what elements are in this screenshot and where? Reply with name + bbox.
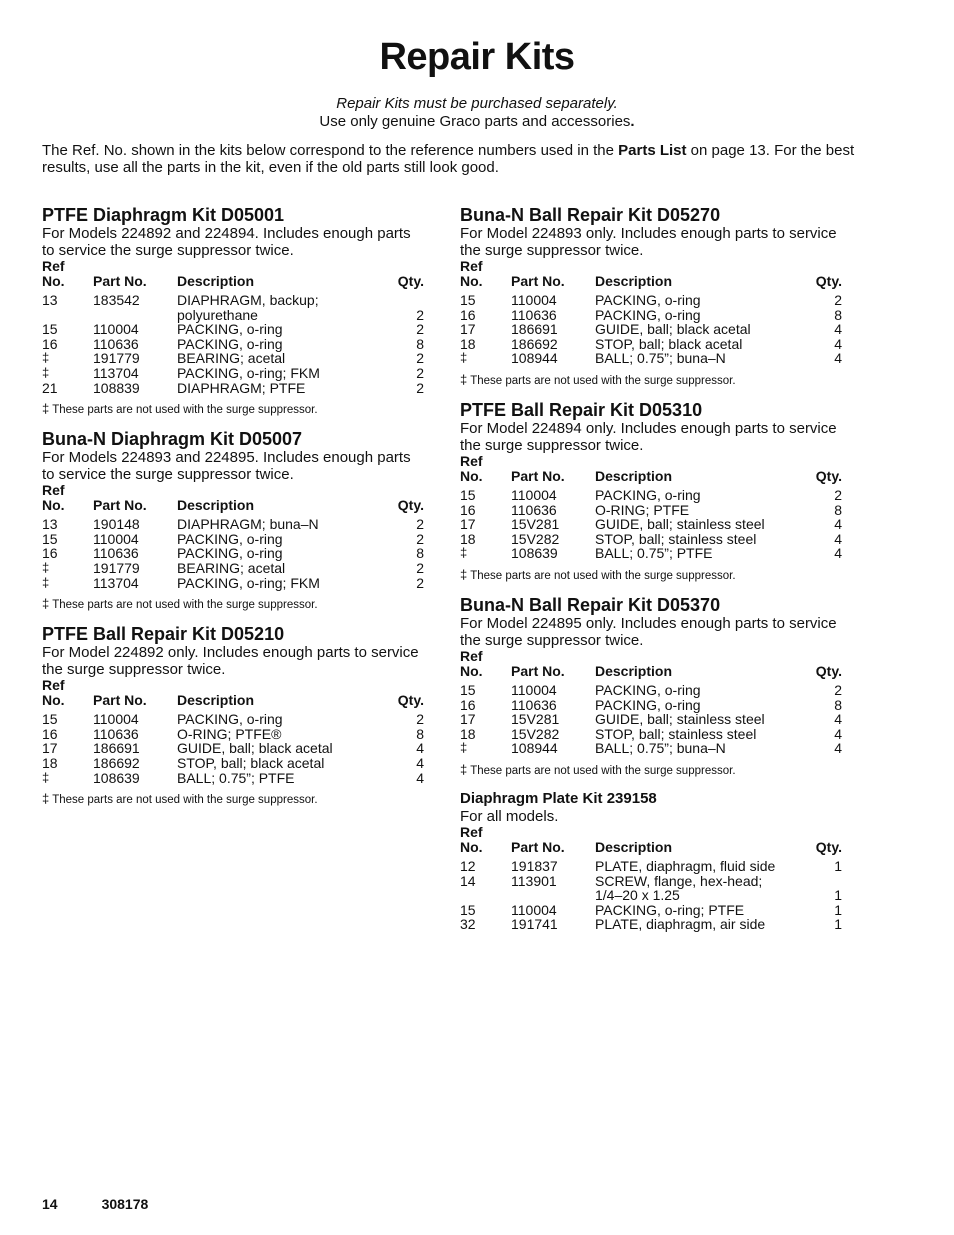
kit-ptfe-ball-d05310 — [460, 400, 844, 583]
part-no-cell: 110004 — [93, 321, 139, 338]
kit-footnote — [460, 373, 844, 388]
qty-cell: 2 — [416, 321, 424, 338]
description-cell: PLATE, diaphragm, fluid side — [595, 857, 776, 874]
page-title: Repair Kits — [379, 36, 575, 78]
ref-cell: 13 — [42, 292, 58, 308]
table-row — [460, 712, 842, 727]
ref-cell: 15 — [460, 292, 476, 308]
double-dagger-symbol: ‡ — [42, 401, 50, 417]
header-ref-line1: Ref — [460, 258, 483, 274]
qty-cell: 2 — [416, 364, 424, 381]
header-qty: Qty. — [815, 662, 842, 679]
description-cell: O-RING; PTFE® — [177, 725, 282, 742]
header-ref-no: No. — [42, 692, 65, 709]
qty-cell: 4 — [416, 740, 424, 757]
kit-footnote — [460, 568, 844, 583]
qty-cell: 2 — [416, 306, 424, 323]
ref-cell: ‡ — [460, 545, 468, 561]
page-footer — [42, 1196, 148, 1212]
part-no-cell: 110004 — [511, 681, 557, 698]
part-no-cell: 110004 — [93, 530, 139, 547]
qty-cell: 4 — [834, 335, 842, 352]
ref-cell: 15 — [42, 711, 58, 728]
double-dagger-symbol: ‡ — [460, 371, 468, 387]
qty-cell: 4 — [834, 740, 842, 757]
description-cell: O-RING; PTFE — [595, 501, 690, 518]
kit-footnote — [42, 402, 426, 417]
part-no-cell: 191741 — [511, 916, 558, 933]
description-cell: PACKING, o-ring; PTFE — [595, 901, 745, 918]
description-cell: BALL; 0.75”; PTFE — [595, 545, 713, 562]
ref-cell: ‡ — [42, 769, 50, 785]
document-number: 308178 — [101, 1196, 149, 1212]
ref-cell: ‡ — [42, 364, 50, 380]
ref-cell: ‡ — [460, 740, 468, 756]
description-cell: PACKING, o-ring — [177, 530, 283, 547]
description-cell: PACKING, o-ring; FKM — [177, 574, 320, 591]
part-no-cell: 186691 — [93, 740, 140, 757]
part-no-cell: 108944 — [511, 740, 558, 757]
qty-cell: 4 — [834, 545, 842, 562]
part-no-cell: 113704 — [93, 574, 139, 591]
header-part-no: Part No. — [511, 662, 565, 679]
qty-cell: 2 — [416, 574, 424, 591]
table-row — [460, 337, 842, 352]
table-row — [42, 308, 424, 323]
description-cell: STOP, ball; black acetal — [177, 754, 325, 771]
part-no-cell: 191779 — [93, 559, 140, 576]
part-no-cell: 108639 — [93, 769, 140, 786]
header-ref-no: No. — [42, 497, 65, 514]
part-no-cell: 110004 — [511, 901, 557, 918]
header-qty: Qty. — [815, 273, 842, 289]
ref-cell: 17 — [460, 711, 476, 728]
ref-cell: ‡ — [42, 559, 50, 575]
part-no-cell: 186692 — [93, 754, 140, 771]
ref-cell: 21 — [42, 379, 58, 396]
table-row — [42, 561, 424, 576]
table-row — [42, 322, 424, 337]
ref-cell: 18 — [460, 530, 476, 547]
kit-title: Buna-N Ball Repair Kit D05270 — [460, 205, 721, 225]
description-cell: GUIDE, ball; black acetal — [595, 321, 751, 338]
description-cell: PACKING, o-ring — [595, 696, 701, 713]
footnote-text: These parts are not used with the surge suppressor. — [49, 404, 318, 417]
ref-cell: 15 — [460, 486, 476, 503]
kit-title: PTFE Ball Repair Kit D05210 — [42, 624, 285, 645]
ref-cell: 17 — [460, 516, 476, 533]
header-description: Description — [177, 273, 255, 289]
qty-cell: 8 — [416, 545, 424, 562]
part-no-cell: 108839 — [93, 379, 140, 396]
ref-cell: ‡ — [42, 574, 50, 590]
header-description: Description — [595, 467, 673, 484]
kit-description: For Model 224894 only. Includes enough parts to service the surge suppressor twice. — [460, 419, 837, 454]
description-cell: SCREW, flange, hex-head; — [595, 872, 763, 889]
double-dagger-symbol: ‡ — [42, 596, 50, 612]
table-row — [460, 741, 842, 756]
qty-cell: 4 — [834, 530, 842, 547]
qty-cell: 1 — [834, 901, 842, 918]
description-cell: PACKING, o-ring — [595, 681, 701, 698]
qty-cell: 2 — [416, 530, 424, 547]
part-no-cell: 15V281 — [511, 516, 560, 533]
part-no-cell: 110636 — [93, 545, 139, 562]
header-ref-no: No. — [460, 273, 483, 289]
qty-cell — [387, 293, 424, 308]
left-column — [42, 205, 426, 819]
part-no-cell: 110004 — [511, 486, 557, 503]
kit-buna-n-ball-d05370 — [460, 595, 844, 778]
table-row — [42, 741, 424, 756]
ref-cell: 14 — [460, 872, 476, 889]
qty-cell: 2 — [416, 516, 424, 533]
footnote-text: These parts are not used with the surge suppressor. — [467, 374, 736, 387]
qty-cell: 2 — [416, 559, 424, 576]
kit-description: For Models 224892 and 224894. Includes enough parts to service the surge suppressor twice. — [42, 225, 411, 259]
part-no-cell: 110636 — [511, 501, 557, 518]
genuine-parts-note — [0, 113, 954, 130]
description-cell: BALL; 0.75”; buna–N — [595, 350, 726, 367]
table-row — [460, 546, 842, 561]
qty-cell: 8 — [834, 501, 842, 518]
header-ref-line1: Ref — [42, 258, 65, 274]
table-row — [460, 351, 842, 366]
qty-cell: 8 — [834, 306, 842, 323]
table-row — [42, 727, 424, 742]
qty-cell: 2 — [416, 711, 424, 728]
kit-title: Diaphragm Plate Kit 239158 — [460, 789, 657, 807]
table-row — [42, 351, 424, 366]
purchase-note: Repair Kits must be purchased separately. — [336, 95, 618, 112]
kit-footnote — [42, 792, 426, 807]
ref-cell: 16 — [42, 335, 58, 352]
description-cell: PACKING, o-ring — [177, 335, 283, 352]
table-row — [42, 546, 424, 561]
intro-paragraph — [42, 142, 872, 176]
header-part-no: Part No. — [93, 692, 147, 709]
ref-cell: 15 — [42, 321, 58, 338]
part-no-cell: 183542 — [93, 292, 140, 308]
part-no-cell: 15V282 — [511, 725, 560, 742]
kit-footnote — [460, 763, 844, 778]
table-row — [42, 293, 424, 308]
kit-ptfe-ball-d05210 — [42, 624, 426, 807]
description-cell: DIAPHRAGM; buna–N — [177, 516, 319, 533]
description-cell: STOP, ball; stainless steel — [595, 530, 757, 547]
description-cell: 1/4–20 x 1.25 — [595, 887, 680, 904]
header-qty: Qty. — [397, 497, 424, 514]
qty-cell: 4 — [834, 321, 842, 338]
header-description: Description — [177, 692, 255, 709]
header-part-no: Part No. — [93, 273, 147, 289]
table-row — [460, 322, 842, 337]
ref-cell: 16 — [460, 696, 476, 713]
header-description: Description — [595, 662, 673, 679]
header-ref-line1: Ref — [460, 452, 483, 469]
header-description: Description — [595, 838, 673, 855]
part-no-cell: 190148 — [93, 516, 140, 533]
header-part-no: Part No. — [93, 497, 147, 514]
description-cell: PACKING, o-ring — [177, 545, 283, 562]
description-cell: PACKING, o-ring — [595, 306, 701, 323]
part-no-cell: 113901 — [511, 872, 557, 889]
description-cell: PACKING, o-ring; FKM — [177, 364, 320, 381]
page-number: 14 — [42, 1196, 58, 1212]
part-no-cell: 110636 — [511, 696, 557, 713]
description-cell: GUIDE, ball; stainless steel — [595, 711, 765, 728]
part-no-cell: 186691 — [511, 321, 558, 338]
description-cell: BALL; 0.75”; PTFE — [177, 769, 295, 786]
header-qty: Qty. — [397, 692, 424, 709]
table-row — [42, 712, 424, 727]
header-description: Description — [177, 497, 255, 514]
part-no-cell: 110636 — [93, 335, 139, 352]
ref-cell: 15 — [42, 530, 58, 547]
ref-cell: 18 — [460, 335, 476, 352]
intro-before: The Ref. No. shown in the kits below correspond to the reference numbers used in the — [42, 142, 619, 159]
header-part-no: Part No. — [511, 273, 565, 289]
double-dagger-symbol: ‡ — [460, 761, 468, 777]
table-row — [42, 532, 424, 547]
ref-cell — [42, 308, 93, 323]
description-cell: PLATE, diaphragm, air side — [595, 916, 766, 933]
kit-ptfe-diaphragm-d05001 — [42, 205, 426, 417]
kit-diaphragm-plate-239158 — [460, 790, 844, 932]
qty-cell: 4 — [834, 711, 842, 728]
header-qty: Qty. — [815, 467, 842, 484]
ref-cell: ‡ — [460, 350, 468, 366]
table-row — [460, 888, 842, 903]
header-ref-no: No. — [460, 838, 483, 855]
description-cell: PACKING, o-ring — [177, 711, 283, 728]
double-dagger-symbol: ‡ — [42, 791, 50, 807]
ref-cell: 32 — [460, 916, 476, 933]
qty-cell: 4 — [834, 516, 842, 533]
footnote-text: These parts are not used with the surge suppressor. — [467, 764, 736, 777]
ref-cell: 16 — [42, 545, 58, 562]
part-no-cell — [93, 308, 177, 323]
kit-footnote — [42, 597, 426, 612]
description-cell: BEARING; acetal — [177, 559, 286, 576]
qty-cell: 1 — [834, 887, 842, 904]
parts-table — [42, 678, 424, 785]
table-row — [42, 381, 424, 396]
parts-list-ref: Parts List — [618, 142, 687, 159]
qty-cell: 4 — [416, 754, 424, 771]
ref-cell: 15 — [460, 681, 476, 698]
part-no-cell: 108639 — [511, 545, 558, 562]
table-row — [460, 903, 842, 918]
part-no-cell: 108944 — [511, 350, 558, 367]
table-row — [460, 517, 842, 532]
description-cell: GUIDE, ball; stainless steel — [595, 516, 765, 533]
header-ref-no: No. — [460, 662, 483, 679]
header-ref-line1: Ref — [42, 677, 65, 694]
part-no-cell: 15V282 — [511, 530, 560, 547]
table-row — [460, 308, 842, 323]
table-row — [42, 366, 424, 381]
part-no-cell: 186692 — [511, 335, 558, 352]
qty-cell — [805, 874, 842, 889]
table-row — [42, 756, 424, 771]
part-no-cell: 110004 — [511, 292, 557, 308]
parts-table — [460, 259, 842, 366]
description-cell: STOP, ball; stainless steel — [595, 725, 757, 742]
right-column — [460, 205, 844, 944]
part-no-cell: 110636 — [93, 725, 139, 742]
header-part-no: Part No. — [511, 838, 565, 855]
table-row — [460, 859, 842, 874]
qty-cell: 2 — [834, 292, 842, 308]
ref-cell: 17 — [42, 740, 58, 757]
ref-cell: 13 — [42, 516, 58, 533]
footnote-text: These parts are not used with the surge suppressor. — [49, 794, 318, 807]
header-ref-line1: Ref — [42, 482, 65, 499]
ref-cell: 16 — [460, 306, 476, 323]
ref-cell — [460, 888, 511, 903]
table-row — [460, 503, 842, 518]
qty-cell: 2 — [834, 681, 842, 698]
qty-cell: 8 — [416, 335, 424, 352]
table-row — [42, 771, 424, 786]
parts-table — [460, 825, 842, 932]
kit-title: Buna-N Diaphragm Kit D05007 — [42, 429, 303, 450]
table-row — [460, 488, 842, 503]
ref-cell: 18 — [460, 725, 476, 742]
qty-cell: 1 — [834, 857, 842, 874]
table-row — [42, 337, 424, 352]
table-row — [42, 576, 424, 591]
qty-cell: 4 — [416, 769, 424, 786]
kit-description: For Model 224892 only. Includes enough parts to service the surge suppressor twice. — [42, 644, 419, 679]
kit-title: Buna-N Ball Repair Kit D05370 — [460, 594, 721, 615]
parts-table — [42, 259, 424, 395]
header-ref-no: No. — [460, 467, 483, 484]
description-cell: STOP, ball; black acetal — [595, 335, 743, 352]
kit-description: For Model 224893 only. Includes enough parts to service the surge suppressor twice. — [460, 225, 837, 259]
part-no-cell: 15V281 — [511, 711, 560, 728]
ref-cell: 12 — [460, 857, 476, 874]
kit-title: PTFE Ball Repair Kit D05310 — [460, 399, 703, 420]
ref-cell: 16 — [42, 725, 58, 742]
ref-cell: 17 — [460, 321, 476, 338]
part-no-cell: 113704 — [93, 364, 139, 381]
qty-cell: 2 — [416, 350, 424, 367]
part-no-cell — [511, 888, 595, 903]
kit-description: For all models. — [460, 807, 559, 825]
header-ref-line1: Ref — [460, 647, 483, 664]
description-cell: PACKING, o-ring — [595, 292, 701, 308]
kit-title: PTFE Diaphragm Kit D05001 — [42, 205, 285, 225]
table-row — [460, 532, 842, 547]
header-qty: Qty. — [397, 273, 424, 289]
description-cell: PACKING, o-ring — [595, 486, 701, 503]
kit-buna-n-ball-d05270 — [460, 205, 844, 388]
header-ref-line1: Ref — [460, 823, 483, 840]
table-row — [460, 874, 842, 889]
ref-cell: 18 — [42, 754, 58, 771]
genuine-parts-text: Use only genuine Graco parts and accessories — [319, 113, 631, 130]
genuine-parts-period: . — [630, 113, 635, 130]
qty-cell: 4 — [834, 725, 842, 742]
description-cell: GUIDE, ball; black acetal — [177, 740, 333, 757]
description-cell: DIAPHRAGM, backup; — [177, 292, 319, 308]
qty-cell: 1 — [834, 916, 842, 933]
header-ref-no: No. — [42, 273, 65, 289]
table-row — [460, 917, 842, 932]
part-no-cell: 110636 — [511, 306, 557, 323]
qty-cell: 8 — [834, 696, 842, 713]
part-no-cell: 191779 — [93, 350, 140, 367]
kit-buna-n-diaphragm-d05007 — [42, 429, 426, 612]
table-row — [460, 727, 842, 742]
ref-cell: ‡ — [42, 350, 50, 366]
qty-cell: 2 — [834, 486, 842, 503]
table-row — [42, 517, 424, 532]
table-row — [460, 293, 842, 308]
kit-description: For Model 224895 only. Includes enough parts to service the surge suppressor twice. — [460, 614, 837, 649]
ref-cell: 16 — [460, 501, 476, 518]
header-qty: Qty. — [815, 838, 842, 855]
kit-description: For Models 224893 and 224895. Includes enough parts to service the surge suppressor twice. — [42, 449, 411, 484]
header-description: Description — [595, 273, 673, 289]
header-part-no: Part No. — [511, 467, 565, 484]
intro-after: on page 13. For the best results, use all the parts in the kit, even if the old parts still look good. — [42, 142, 855, 176]
qty-cell: 2 — [416, 379, 424, 396]
part-no-cell: 110004 — [93, 711, 139, 728]
parts-table — [460, 649, 842, 756]
footnote-text: These parts are not used with the surge suppressor. — [49, 599, 318, 612]
parts-table — [460, 454, 842, 561]
double-dagger-symbol: ‡ — [460, 566, 468, 582]
description-cell: DIAPHRAGM; PTFE — [177, 379, 306, 396]
qty-cell: 4 — [834, 350, 842, 367]
description-cell: polyurethane — [177, 306, 258, 323]
part-no-cell: 191837 — [511, 857, 558, 874]
footnote-text: These parts are not used with the surge suppressor. — [467, 569, 736, 582]
description-cell: BEARING; acetal — [177, 350, 286, 367]
table-row — [460, 683, 842, 698]
qty-cell: 8 — [416, 725, 424, 742]
table-row — [460, 698, 842, 713]
description-cell: PACKING, o-ring — [177, 321, 283, 338]
description-cell: BALL; 0.75”; buna–N — [595, 740, 726, 757]
ref-cell: 15 — [460, 901, 476, 918]
parts-table — [42, 483, 424, 590]
